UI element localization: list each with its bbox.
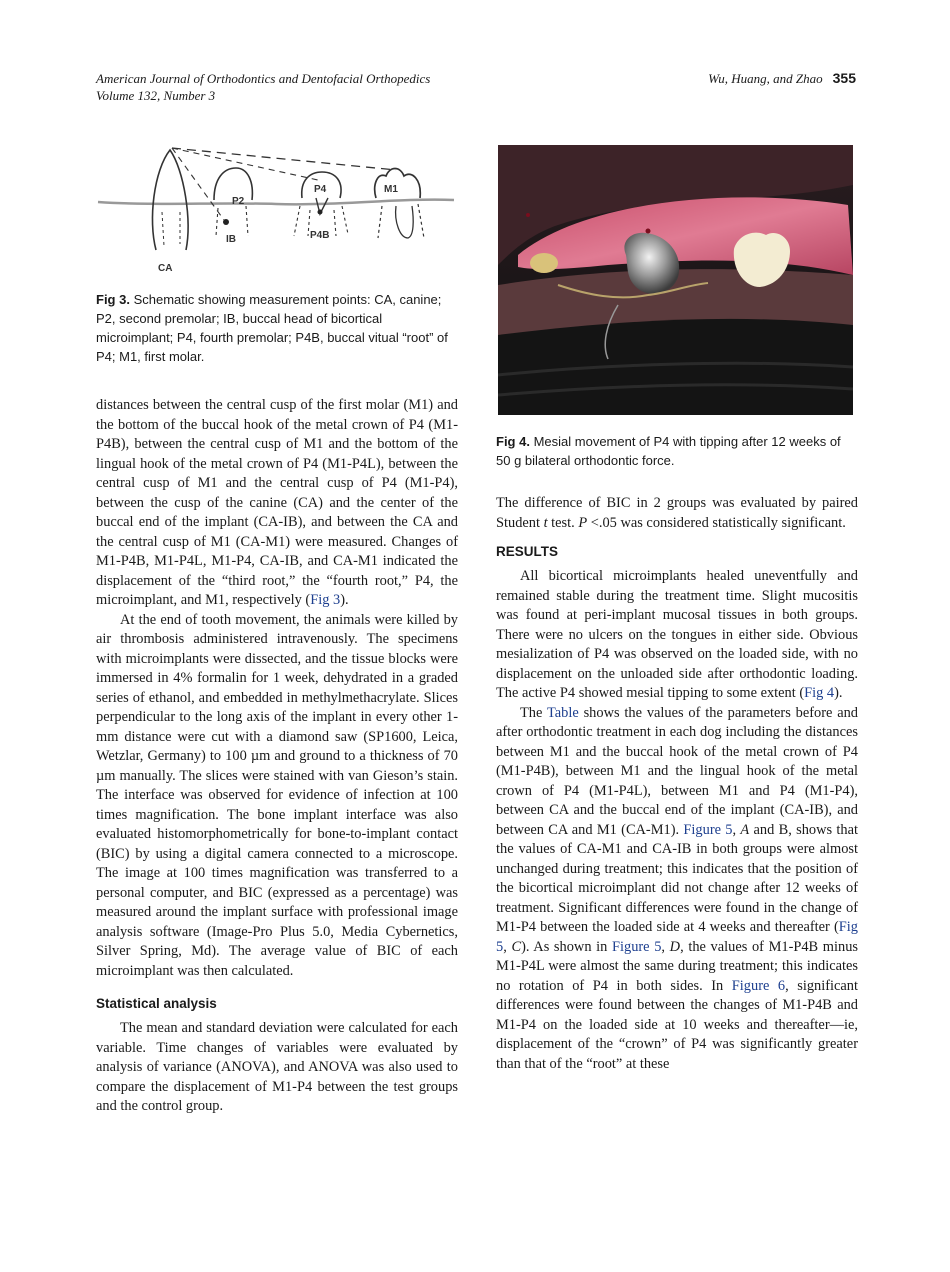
right-p1-text-b: test. [547, 514, 579, 531]
heading-results: RESULTS [496, 544, 559, 559]
photo-tooth-left [530, 253, 558, 273]
left-paragraph-1 [96, 396, 458, 611]
page-number: 355 [832, 70, 856, 86]
figure-3-caption [96, 290, 458, 366]
right-p3-b: shows the values of the parameters before and after orthodontic treatment in each dog including the distances between M1 and the buccal hook of the metal crown of P4 (M1-P4B), between M1 and the lingual hook of the metal crown of P4 (M1-P4L), between M1 and P4 (M1-P4), between CA and the buccal end of the implant (CA-IB), and between CA and M1 (CA-M1). [496, 704, 859, 838]
photo-jaw [498, 319, 853, 415]
panel-d: D [669, 938, 681, 955]
figure-3-caption-text: Schematic showing measurement points: CA, canine; P2, second premolar; IB, buccal head of bicortical microimplant; P4, fourth premolar; P4B, buccal vitual “root” of P4; M1, first molar. [96, 292, 448, 364]
fig4-link[interactable]: Fig 4 [804, 685, 835, 701]
label-p4b: P4B [310, 230, 330, 241]
right-column [496, 494, 858, 1074]
left-p1-end: ). [340, 592, 349, 608]
figure-4-caption [496, 432, 858, 470]
photo-blood-spot-small [526, 213, 530, 217]
figure5-link-2[interactable]: Figure 5 [612, 938, 662, 955]
panel-c: C [511, 938, 522, 955]
figure-4-image [498, 145, 853, 415]
right-p3-c: , [732, 821, 741, 838]
label-p2: P2 [232, 196, 245, 207]
p-symbol: P [578, 514, 588, 531]
left-paragraph-2: At the end of tooth movement, the animals were killed by air thrombosis administered intravenously. The specimens with microimplants were dissected, and the tissue blocks were immersed in 4% formalin for 1 week, dehydrated in a graded series of ethanol, and embedded in methylmethacrylate. Slices perpendicular to the long axis of the implant in every other 1-mm distance were cut with a diamond saw (SP1600, Leica, Wetzlar, Germany) to 100 µm and ground to a thickness of 70 µm manually. The slices were stained with van Gieson’s stain. The interface was observed for evidence of infection at 100 times magnification. The bone implant interface was also evaluated histomorphometrically for bone-to-implant contact (BIC) by using a digital camera connected to a microscope. The image at 100 times magnification was transferred to a personal computer, and BIC (expressed as a percentage) was measured around the implant surface with professional image analysis software (Image-Pro Plus 5.0, Media Cybernetics, Silver Spring, Md). The average value of BIC of each microimplant was then calculated. [96, 611, 458, 979]
p2-roots [216, 206, 248, 236]
label-p4: P4 [314, 184, 327, 195]
panel-a: A [740, 821, 750, 838]
fig3-link[interactable]: Fig 3 [310, 592, 341, 608]
right-p1-text-c: <.05 was considered statistically significant. [587, 514, 846, 531]
figure-3-drawing [96, 140, 456, 274]
m1-root-outline [396, 206, 414, 238]
right-p3-i: , significant differences were found between the changes of M1-P4B and M1-P4 on the loaded side at 10 weeks and thereafter—ie, displacement of the “crown” of P4 was significantly greater than that of the “root” at these [496, 977, 858, 1072]
right-paragraph-2 [496, 567, 858, 704]
right-p3-e: , [503, 938, 512, 955]
journal-header [96, 70, 430, 104]
label-ib: IB [226, 234, 236, 245]
right-p2-end: ). [834, 685, 843, 701]
gum-line [98, 200, 454, 205]
journal-volume: Volume 132, Number 3 [96, 88, 216, 103]
fig5-link[interactable]: Fig 5 [496, 919, 858, 955]
canine-outline [152, 150, 188, 250]
journal-title: American Journal of Orthodontics and Dentofacial Orthopedics [96, 71, 431, 86]
figure-4-photo [498, 145, 853, 415]
figure-3-schematic [96, 140, 456, 274]
right-p3-h: , the values of M1-P4B minus M1-P4L were almost the same during treatment; this indicates no rotation of P4 in both sides. In [496, 938, 858, 994]
label-ca: CA [158, 263, 173, 274]
left-paragraph-3: The mean and standard deviation were calculated for each variable. Time changes of variables were evaluated by analysis of variance (ANOVA), and ANOVA was also used to compare the displacement of M1-P4 between the test groups and the control group. [96, 1020, 458, 1114]
p4b-point [318, 210, 323, 215]
figure-4-caption-label: Fig 4. [496, 434, 530, 449]
canine-root-left [162, 212, 164, 246]
page-header-right [708, 70, 856, 87]
right-p3-d: and B, shows that the values of CA-M1 and CA-IB in both groups were almost unchanged during treatment; this indicates that the position of the bicortical microimplant did not change after 12 weeks of treatment. Significant differences were found in the change of M1-P4 between the loaded side at 4 weeks and thereafter ( [496, 821, 858, 935]
right-p1-text: The difference of BIC in 2 groups was evaluated by paired Student [496, 495, 858, 531]
right-p3-f: ). As shown in [521, 938, 612, 955]
right-paragraph-3 [496, 704, 858, 1075]
right-p3-g: , [661, 938, 670, 955]
right-p3-a: The [520, 704, 547, 721]
figure-4-caption-text: Mesial movement of P4 with tipping after 12 weeks of 50 g bilateral orthodontic force. [496, 434, 841, 468]
running-authors: Wu, Huang, and Zhao [708, 71, 823, 86]
ca-m1-line [172, 148, 396, 170]
t-symbol: t [543, 514, 548, 531]
ib-point [223, 219, 229, 225]
left-p1-text: distances between the central cusp of the first molar (M1) and the bottom of the buccal hook of the metal crown of P4 (M1-P4B), between the central cusp of M1 and the bottom of the lingual hook of the metal crown of P4 (M1-P4L), between the central cusp of M1 and the central cusp of P4 (M1-P4), between the cusp of the canine (CA) and the center of the buccal end of the implant (CA-IB), and between the CA and the central cusp of M1 (CA-M1) were measured. Changes of M1-P4B, M1-P4L, M1-P4, CA-IB, and CA-M1 indicated the displacement of the “third root,” the “fourth root,” P4, the microimplant, and M1, respectively ( [96, 397, 458, 608]
figure5-link[interactable]: Figure 5 [683, 821, 733, 838]
right-p2-text: All bicortical microimplants healed uneventfully and remained stable during the treatment time. Slight mucositis was found at peri-implant mucosal tissues in both groups. There were no ulcers on the tongues in either side. Obvious mesialization of P4 was observed on the loaded side, with no displacement on the unloaded side after orthodontic loading. The active P4 showed mesial tipping to some extent ( [496, 568, 858, 701]
figure6-link[interactable]: Figure 6 [731, 977, 786, 994]
table-link[interactable]: Table [546, 704, 579, 721]
heading-statistical-analysis: Statistical analysis [96, 996, 217, 1011]
photo-blood-spot [646, 229, 651, 234]
label-m1: M1 [384, 184, 398, 195]
figure-3-caption-label: Fig 3. [96, 292, 130, 307]
right-paragraph-1 [496, 494, 858, 533]
left-column [96, 396, 458, 1117]
ca-p4-line [172, 148, 318, 180]
